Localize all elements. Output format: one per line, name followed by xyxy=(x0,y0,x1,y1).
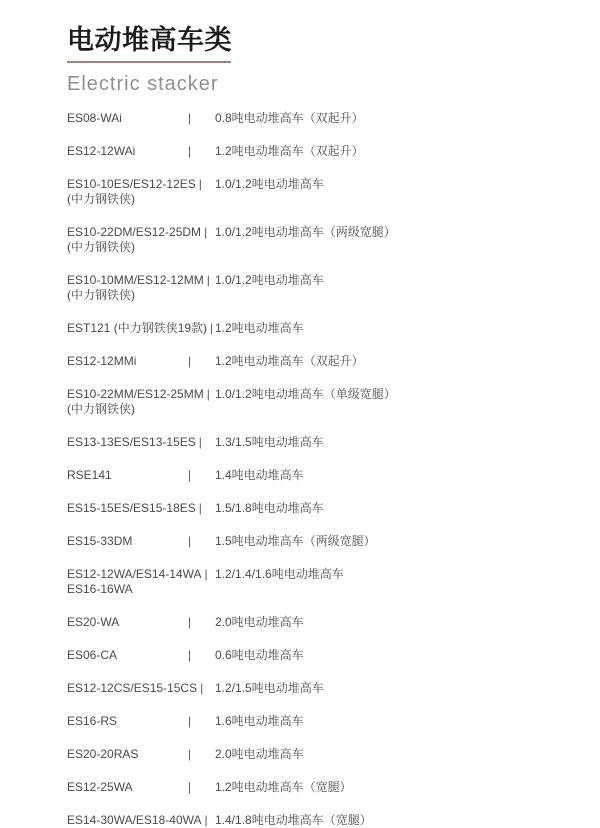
product-model-line: ES20-20RAS xyxy=(67,747,139,761)
product-model-line: ES10-10MM/ES12-12MM xyxy=(67,273,204,287)
product-row xyxy=(67,273,560,303)
column-separator: | xyxy=(206,387,210,401)
product-description: 1.2吨电动堆高车 xyxy=(215,321,304,335)
product-model-line: ES10-10ES/ES12-12ES xyxy=(67,177,196,191)
product-model xyxy=(67,387,207,417)
product-model-line: ES20-WA xyxy=(67,615,120,629)
product-model-line: ES14-30WA/ES18-40WA xyxy=(67,813,202,827)
product-model-line: ES12-12WAi xyxy=(67,144,136,158)
product-description: 0.6吨电动堆高车 xyxy=(215,648,304,662)
product-model xyxy=(67,648,188,663)
column-separator: | xyxy=(198,501,202,515)
product-row xyxy=(67,387,560,417)
product-row xyxy=(67,615,560,630)
product-model xyxy=(67,321,210,336)
product-row xyxy=(67,321,560,336)
column-separator: | xyxy=(204,225,208,239)
product-description: 1.2/1.4/1.6吨电动堆高车 xyxy=(215,567,344,581)
product-model-line: ES16-16WA xyxy=(67,582,133,596)
product-row xyxy=(67,144,560,159)
product-model-line: ES10-22MM/ES12-25MM xyxy=(67,387,204,401)
product-row xyxy=(67,501,560,516)
product-description: 1.5吨电动堆高车（两级宽腿） xyxy=(215,534,376,548)
product-model xyxy=(67,501,199,516)
product-description: 1.0/1.2吨电动堆高车 xyxy=(215,273,324,287)
product-model xyxy=(67,747,188,762)
product-row xyxy=(67,354,560,369)
product-model xyxy=(67,780,188,795)
product-description: 1.0/1.2吨电动堆高车（两级宽腿） xyxy=(215,225,396,239)
product-row xyxy=(67,681,560,696)
product-model xyxy=(67,273,207,303)
product-model xyxy=(67,681,200,696)
product-description: 1.6吨电动堆高车 xyxy=(215,714,304,728)
section-subtitle: Electric stacker xyxy=(67,73,219,95)
product-model xyxy=(67,615,188,630)
column-separator: | xyxy=(188,111,192,125)
product-row xyxy=(67,177,560,207)
product-model-line: (中力钢铁侠) xyxy=(67,192,135,206)
product-row xyxy=(67,747,560,762)
product-description: 1.4吨电动堆高车 xyxy=(215,468,304,482)
product-description: 1.4/1.8吨电动堆高车（宽腿） xyxy=(215,813,372,827)
product-model-line: EST121 (中力钢铁侠19款) xyxy=(67,321,208,335)
product-model-line: ES12-12MMi xyxy=(67,354,137,368)
product-description: 1.5/1.8吨电动堆高车 xyxy=(215,501,324,515)
column-separator: | xyxy=(198,435,202,449)
product-row xyxy=(67,813,560,828)
product-model xyxy=(67,468,188,483)
column-separator: | xyxy=(204,813,208,827)
product-description: 0.8吨电动堆高车（双起升） xyxy=(215,111,364,125)
product-model-line: ES10-22DM/ES12-25DM xyxy=(67,225,202,239)
column-separator: | xyxy=(206,273,210,287)
column-separator: | xyxy=(188,747,192,761)
product-model-line: ES15-15ES/ES15-18ES xyxy=(67,501,196,515)
product-model-line: ES15-33DM xyxy=(67,534,133,548)
column-separator: | xyxy=(188,648,192,662)
product-model xyxy=(67,144,188,159)
product-description: 1.2吨电动堆高车（双起升） xyxy=(215,144,364,158)
product-model-line: (中力钢铁侠) xyxy=(67,240,135,254)
product-model xyxy=(67,435,199,450)
column-separator: | xyxy=(188,144,192,158)
product-list xyxy=(67,111,560,828)
product-model-line: ES12-12CS/ES15-15CS xyxy=(67,681,198,695)
product-description: 2.0吨电动堆高车 xyxy=(215,615,304,629)
product-model-line: ES16-RS xyxy=(67,714,118,728)
section-title: 电动堆高车类 xyxy=(67,25,232,55)
product-model-line: (中力钢铁侠) xyxy=(67,402,135,416)
product-model xyxy=(67,534,188,549)
column-separator: | xyxy=(204,567,208,581)
product-row xyxy=(67,468,560,483)
product-row xyxy=(67,780,560,795)
column-separator: | xyxy=(188,714,192,728)
column-separator: | xyxy=(188,354,192,368)
product-description: 1.3/1.5吨电动堆高车 xyxy=(215,435,324,449)
product-model-line: ES13-13ES/ES13-15ES xyxy=(67,435,196,449)
product-model xyxy=(67,177,199,207)
column-separator: | xyxy=(210,321,214,335)
product-model xyxy=(67,714,188,729)
column-separator: | xyxy=(200,681,204,695)
product-row xyxy=(67,534,560,549)
product-model xyxy=(67,225,204,255)
column-separator: | xyxy=(188,780,192,794)
product-model-line: ES12-25WA xyxy=(67,780,133,794)
column-separator: | xyxy=(188,534,192,548)
section-header xyxy=(67,24,560,97)
product-row xyxy=(67,111,560,126)
product-row xyxy=(67,435,560,450)
product-model-line: ES06-CA xyxy=(67,648,118,662)
product-model xyxy=(67,111,188,126)
product-row xyxy=(67,648,560,663)
product-row xyxy=(67,225,560,255)
product-description: 1.0/1.2吨电动堆高车（单级宽腿） xyxy=(215,387,396,401)
title-underline-rule xyxy=(67,61,231,63)
product-model-line: RSE141 xyxy=(67,468,112,482)
product-model-line: ES08-WAi xyxy=(67,111,122,125)
column-separator: | xyxy=(188,468,192,482)
product-description: 1.2吨电动堆高车（宽腿） xyxy=(215,780,352,794)
product-description: 2.0吨电动堆高车 xyxy=(215,747,304,761)
product-model-line: (中力钢铁侠) xyxy=(67,288,135,302)
product-model xyxy=(67,813,205,828)
column-separator: | xyxy=(188,615,192,629)
product-model xyxy=(67,354,188,369)
product-model-line: ES12-12WA/ES14-14WA xyxy=(67,567,202,581)
product-description: 1.0/1.2吨电动堆高车 xyxy=(215,177,324,191)
column-separator: | xyxy=(198,177,202,191)
product-row xyxy=(67,567,560,597)
product-model xyxy=(67,567,205,597)
product-description: 1.2吨电动堆高车（双起升） xyxy=(215,354,364,368)
product-row xyxy=(67,714,560,729)
product-description: 1.2/1.5吨电动堆高车 xyxy=(215,681,324,695)
